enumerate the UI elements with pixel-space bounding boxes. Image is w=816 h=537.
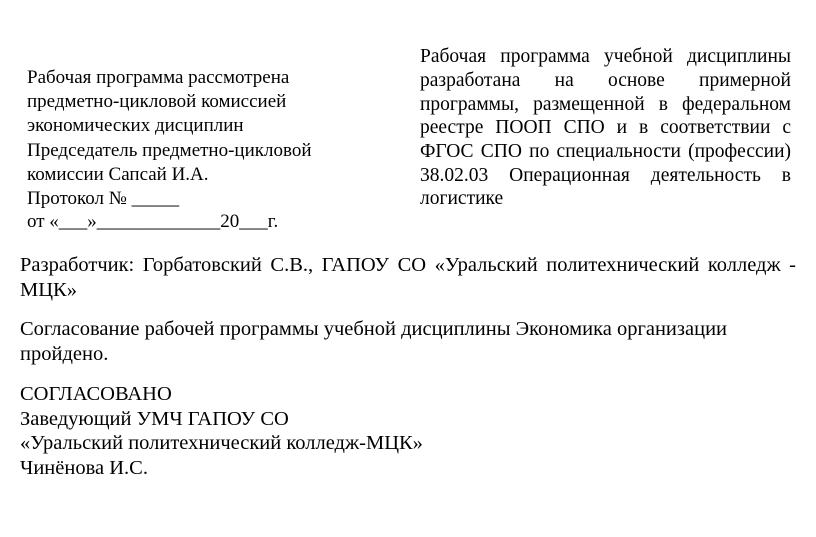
basis-line-4: реестре ПООП СПО и в соответствии с bbox=[420, 117, 791, 138]
basis-line-5: ФГОС СПО по специальности (профессии) bbox=[420, 141, 791, 162]
basis-line-2: разработана на основе примерной bbox=[420, 70, 791, 91]
agreed-heading: СОГЛАСОВАНО bbox=[20, 383, 172, 405]
review-line-5: комиссии Сапсай И.А. bbox=[27, 164, 209, 185]
developer-line-2: МЦК» bbox=[20, 279, 77, 301]
basis-line-3: программы, размещенной в федеральном bbox=[420, 94, 791, 115]
review-line-4: Председатель предметно-цикловой bbox=[27, 140, 312, 161]
agreed-name: Чинёнова И.С. bbox=[20, 457, 148, 479]
approval-line-1: Согласование рабочей программы учебной дисциплины Экономика организации bbox=[20, 318, 728, 340]
basis-line-1: Рабочая программа учебной дисциплины bbox=[420, 46, 791, 67]
review-line-1: Рабочая программа рассмотрена bbox=[27, 67, 290, 88]
agreed-position: Заведующий УМЧ ГАПОУ СО bbox=[20, 408, 289, 430]
review-line-2: предметно-цикловой комиссией bbox=[27, 91, 287, 112]
review-line-3: экономических дисциплин bbox=[27, 115, 244, 136]
developer-line-1: Разработчик: Горбатовский С.В., ГАПОУ СО «Уральский политехнический колледж - bbox=[20, 254, 796, 276]
basis-line-7: логистике bbox=[420, 188, 504, 209]
protocol-date-line: от «___»_____________20___г. bbox=[27, 211, 279, 232]
approval-line-2: пройдено. bbox=[20, 343, 109, 365]
protocol-number-line: Протокол № _____ bbox=[27, 188, 180, 209]
agreed-organization: «Уральский политехнический колледж-МЦК» bbox=[20, 432, 423, 454]
basis-line-6: 38.02.03 Операционная деятельность в bbox=[420, 165, 791, 186]
